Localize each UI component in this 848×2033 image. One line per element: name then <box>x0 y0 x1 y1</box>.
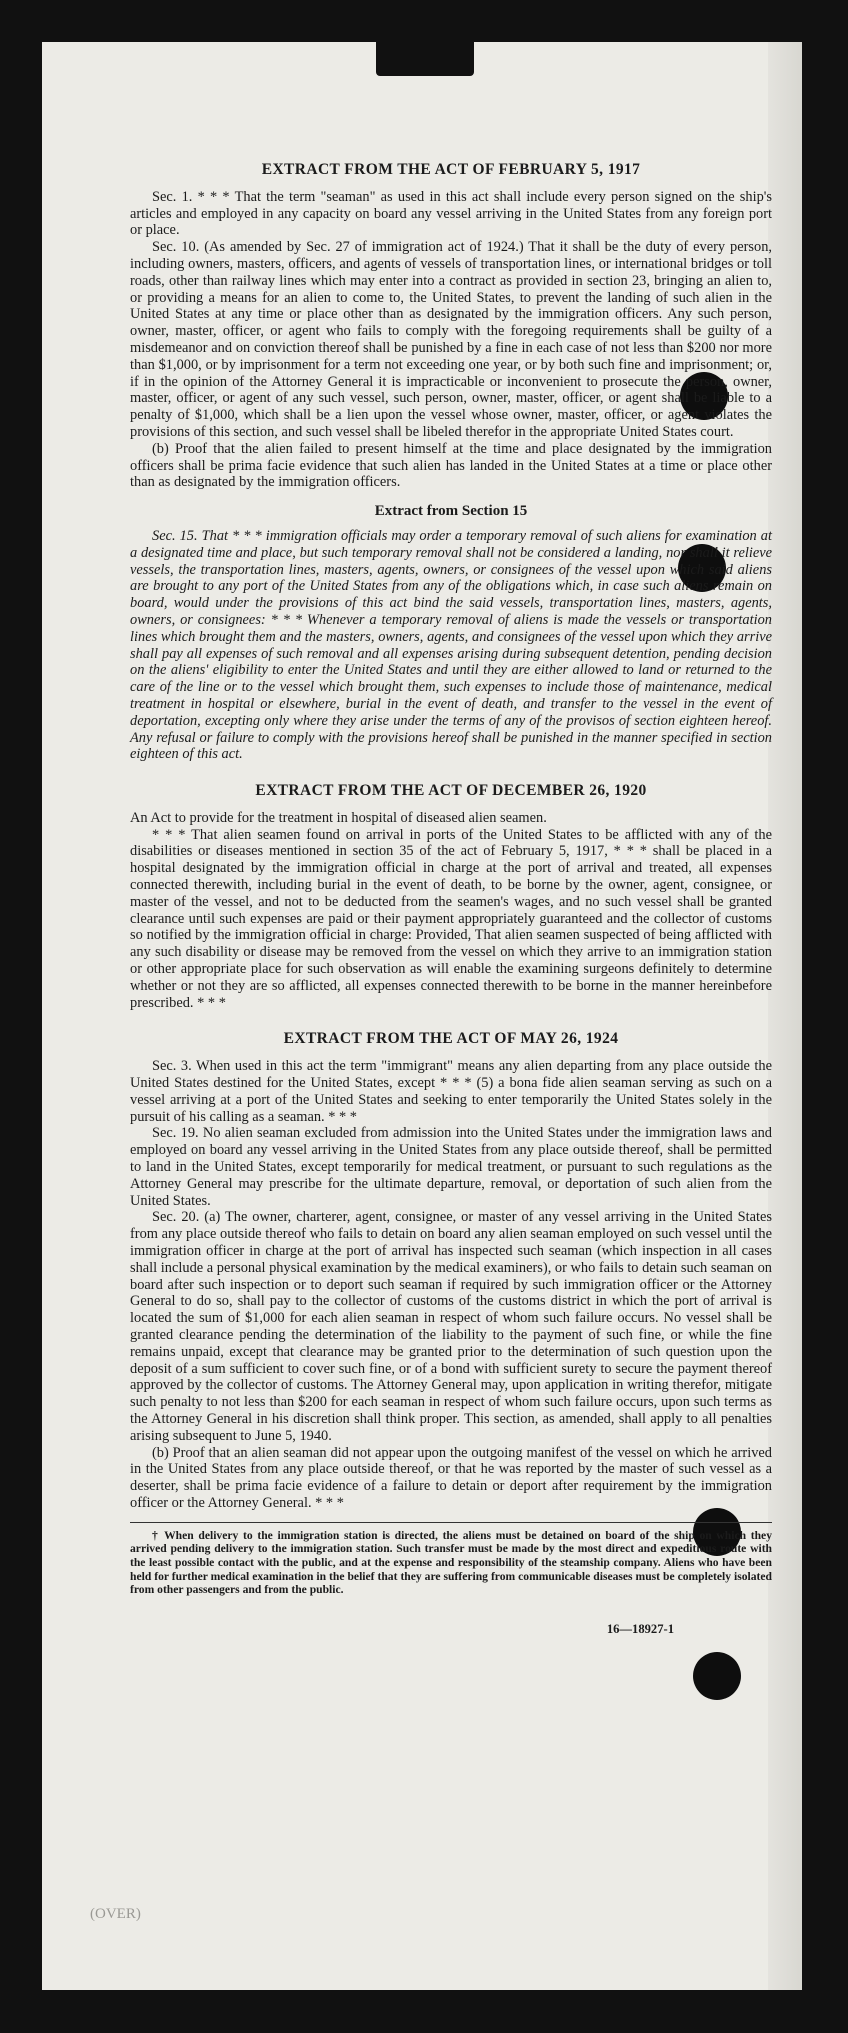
paragraph-sec19-1924: Sec. 19. No alien seaman excluded from admission into the United States under the immigration laws and employed on board any vessel arriving in the United States from any place outside thereof, shall be permitted to land in the United States, except temporarily for medical treatment, or pursuant to such regulations as the Attorney General may prescribe for the ultimate departure, removal, or deportation of such alien from the United States. <box>130 1125 772 1209</box>
document-page <box>42 42 802 1990</box>
form-number: 16—18927-1 <box>606 1621 674 1636</box>
paragraph-sec1-1917: Sec. 1. * * * That the term "seaman" as used in this act shall include every person signed on the ship's articles and employed in any capacity on board any vessel arriving in the United States from any foreign port or place. <box>130 188 772 239</box>
paragraph-sec10b-1917: (b) Proof that the alien failed to present himself at the time and place designated by the immigration officers shall be prima facie evidence that such alien has landed in the United States at a time or place other than as designated by the immigration officers. <box>130 440 772 491</box>
paragraph-sec15: Sec. 15. That * * * immigration officials may order a temporary removal of such aliens for examination at a designated time and place, but such temporary removal shall not be considered a landing, nor shall it relieve vessels, the transportation lines, masters, agents, owners, or consignees of the vessel upon which said aliens are brought to any port of the United States from any of the obligations which, in case such aliens remain on board, would under the provisions of this act bind the said vessels, transportation lines, masters, agents, owners, or consignees: * * * Whenever a temporary removal of aliens is made the vessels or transportation lines which brought them and the masters, owners, agents, and consignees of the vessel upon which they arrive shall pay all expenses of such removal and all expenses arising during subsequent detention, pending decision on the aliens' eligibility to enter the United States and until they are either allowed to land or returned to the care of the line or to the vessel which brought them, such expenses to include those of maintenance, medical treatment in hospital or elsewhere, burial in the event of death, and transfer to the vessel in the event of deportation, excepting only where they arise under the terms of any of the provisos of section eighteen hereof. Any refusal or failure to comply with the provisions hereof shall be punished in the manner specified in section eighteen of this act. <box>130 527 772 763</box>
paragraph-sec20-1924: Sec. 20. (a) The owner, charterer, agent, consignee, or master of any vessel arriving in the United States from any place outside thereof who fails to detain on board any alien seaman employed on such vessel until the immigration officer in charge at the port of arrival has inspected such seaman (which inspection in all cases shall include a personal physical examination by the medical examiners), or who fails to detain such seaman on board after such inspection or to deport such seaman if required by such immigration officer or the Attorney General to do so, shall pay to the collector of customs of the customs district in which the port of arrival is located the sum of $1,000 for each alien seaman in respect of whom such failure occurs. No vessel shall be granted clearance pending the determination of the liability to the payment of such fine, or while the fine remains unpaid, except that clearance may be granted prior to the determination of such question upon the deposit of a sum sufficient to cover such fine, or of a bond with sufficient surety to secure the payment thereof approved by the collector of customs. The Attorney General may, upon application in writing therefor, mitigate such penalty to not less than $200 for each seaman in respect of whom such failure occurs, upon such terms as the Attorney General in his discretion shall think proper. This section, as amended, shall apply to all penalties arising subsequent to June 5, 1940. <box>130 1209 772 1444</box>
document-body <box>130 114 772 1638</box>
heading-act-1917: EXTRACT FROM THE ACT OF FEBRUARY 5, 1917 <box>261 161 641 178</box>
footnote-divider <box>130 1522 772 1523</box>
paragraph-1920-body: * * * That alien seamen found on arrival in ports of the United States to be afflicted with any of the disabilities or diseases mentioned in section 35 of the act of February 5, 1917, * * * shall be placed in a hospital designated by the immigration official in charge at the port of arrival and treated, all expenses connected therewith, including burial in the event of death, to be borne by the owner, agent, consignee, or master of the vessel, and not to be deducted from the seamen's wages, and no such vessel shall be granted clearance until such expenses are paid or their payment appropriately guaranteed and the collector of customs so notified by the immigration official in charge: Provided, That alien seamen suspected of being afflicted with any such disability or disease may be removed from the vessel on which they arrive to an immigration station or other appropriate place for such observation as will enable the examining surgeons definitely to determine whether or not they are so afflicted, all expenses connected therewith to be borne in the manner hereinbefore prescribed. * * * <box>130 826 772 1011</box>
footnote: † When delivery to the immigration station is directed, the aliens must be detained on board of the ship on which they arrived pending delivery to the immigration station. Such transfer must be made by the most direct and expeditious route with the least possible contact with the public, and at the expense and responsibility of the steamship company. Aliens who have been held for further medical examination in the belief that they are suffering from communicable diseases must be completely isolated from other passengers and from the public. <box>130 1528 772 1597</box>
paragraph-1920-intro: An Act to provide for the treatment in hospital of diseased alien seamen. <box>130 809 547 826</box>
paragraph-sec10-1917: Sec. 10. (As amended by Sec. 27 of immigration act of 1924.) That it shall be the duty of every person, including owners, masters, officers, and agents of vessels of transportation lines, or international bridges or toll roads, other than railway lines which may enter into a contract as provided in section 23, bringing an alien to, or providing a means for an alien to come to, the United States, to prevent the landing of such alien in the United States at any time or place other than as designated by the immigration officers. Any such person, owner, master, officer, or agent who fails to comply with the foregoing requirements shall be guilty of a misdemeanor and on conviction thereof shall be punished by a fine in each case of not less than $200 nor more than $1,000, or by imprisonment for a term not exceeding one year, or by both such fine and imprisonment; or, if in the opinion of the Attorney General it is impracticable or inconvenient to prosecute the person, owner, master, officer, or agent of any such vessel, such person, owner, master, officer, or agent shall be liable to a penalty of $1,000, which shall be a lien upon the vessel whose owner, master, officer, or agent violates the provisions of this section, and such vessel shall be libeled therefor in the appropriate United States court. <box>130 239 772 440</box>
page-edge-strip <box>768 42 802 1990</box>
paragraph-sec3-1924: Sec. 3. When used in this act the term "immigrant" means any alien departing from any place outside the United States destined for the United States, except * * * (5) a bona fide alien seaman serving as such on a vessel arriving at a port of the United States and seeking to enter temporarily the United States solely in the pursuit of his calling as a seaman. * * * <box>130 1058 772 1125</box>
paragraph-sec20b-1924: (b) Proof that an alien seaman did not appear upon the outgoing manifest of the vessel on which he arrived in the United States from any place outside thereof, or that he was reported by the master of such vessel as a deserter, shall be prima facie evidence of a failure to detain or deport after requirement by the immigration officer or the Attorney General. * * * <box>130 1444 772 1511</box>
over-stamp: (OVER) <box>90 1906 141 1922</box>
punch-hole <box>693 1652 741 1700</box>
heading-section-15: Extract from Section 15 <box>374 503 528 520</box>
heading-act-1920: EXTRACT FROM THE ACT OF DECEMBER 26, 1920 <box>255 782 647 800</box>
page-tab-mark <box>376 42 474 76</box>
heading-act-1924: EXTRACT FROM THE ACT OF MAY 26, 1924 <box>283 1030 619 1048</box>
